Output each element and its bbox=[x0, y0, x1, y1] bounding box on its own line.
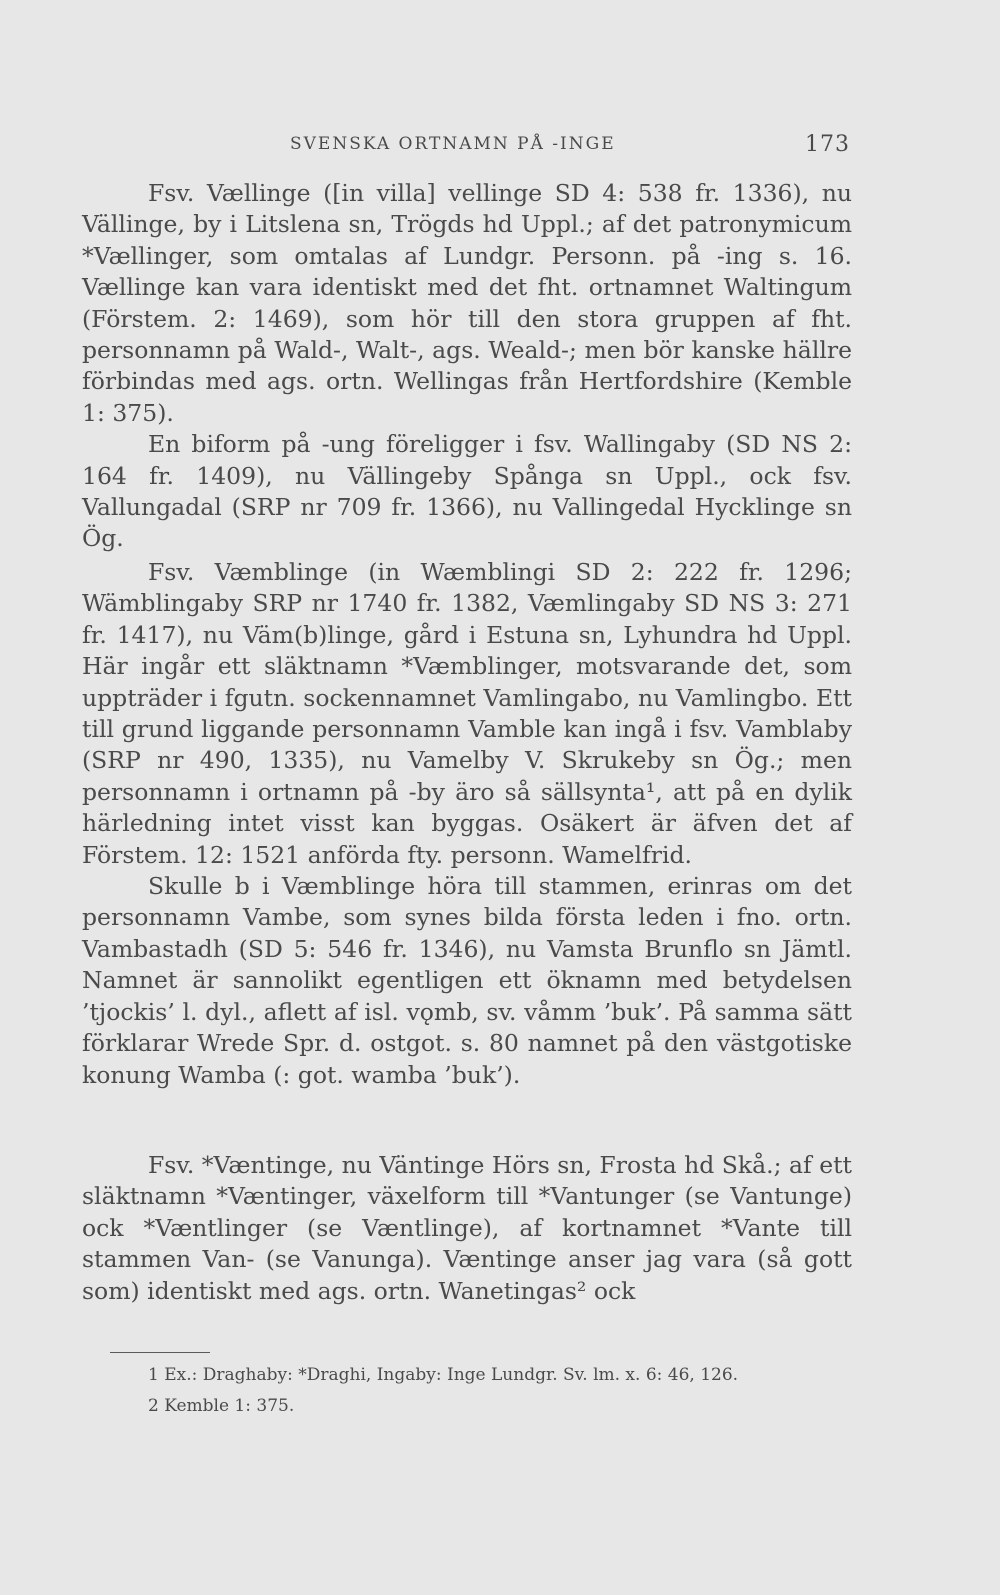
footnote-2: 2 Kemble 1: 375. bbox=[148, 1396, 295, 1416]
paragraph: Fsv. Vællinge ([in villa] vellinge SD 4: 538 fr. 1336), nu Vällinge, by i Litslena sn, Trögds hd Uppl.; af det patronymicum *Vællinger, som omtalas af Lundgr. Personn. på -ing s. 16. Vællinge kan vara identiskt med det fht. ortnamnet Waltingum (Förstem. 2: 1469), som hör till den stora gruppen af fht. personnamn på Wald-, Walt-, ags. Weald-; men bör kanske hällre förbindas med ags. ortn. Wellingas från Hertfordshire (Kemble 1: 375). bbox=[82, 179, 852, 427]
entry-vamblinge bbox=[82, 557, 852, 1091]
paragraph: Fsv. *Væntinge, nu Väntinge Hörs sn, Frosta hd Skå.; af ett släktnamn *Væntinger, växelform till *Vantunger (se Vantunge) ock *Væntlinger (se Væntlinge), af kortnamnet *Vante till stammen Van- (se Vanunga). Væntinge anser jag vara (så gott som) identiskt med ags. ortn. Wanetingas² ock bbox=[82, 1151, 852, 1305]
entry-vantinge bbox=[82, 1150, 852, 1307]
footnotes bbox=[148, 1360, 848, 1422]
entry-vallinge bbox=[82, 178, 852, 555]
header-title: SVENSKA ORTNAMN PÅ -INGE bbox=[290, 134, 616, 154]
page-number: 173 bbox=[805, 132, 850, 157]
footnote-divider bbox=[110, 1352, 210, 1353]
paragraph: Fsv. Væmblinge (in Wæmblingi SD 2: 222 fr. 1296; Wämblingaby SRP nr 1740 fr. 1382, Væmlingaby SD NS 3: 271 fr. 1417), nu Väm(b)linge, gård i Estuna sn, Lyhundra hd Uppl. Här ingår ett släktnamn *Væmblinger, motsvarande det, som uppträder i fgutn. sockennamnet Vamlingabo, nu Vamlingbo. Ett till grund liggande personnamn Vamble kan ingå i fsv. Vamblaby (SRP nr 490, 1335), nu Vamelby V. Skrukeby sn Ög.; men personnamn i ortnamn på -by äro så sällsynta¹, att på en dylik härledning intet visst kan byggas. Osäkert är äfven det af Förstem. 12: 1521 anförda fty. personn. Wamelfrid. bbox=[82, 558, 852, 869]
paragraph: En biform på -ung föreligger i fsv. Wallingaby (SD NS 2: 164 fr. 1409), nu Vällingeby Spånga sn Uppl., ock fsv. Vallungadal (SRP nr 709 fr. 1366), nu Vallingedal Hycklinge sn Ög. bbox=[82, 430, 852, 553]
paragraph: Skulle b i Væmblinge höra till stammen, erinras om det personnamn Vambe, som synes bilda första leden i fno. ortn. Vambastadh (SD 5: 546 fr. 1346), nu Vamsta Brunflo sn Jämtl. Namnet är sannolikt egentligen ett öknamn med betydelsen ’tjockis’ l. dyl., aflett af isl. vǫmb, sv. våmm ’buk’. På samma sätt förklarar Wrede Spr. d. ostgot. s. 80 namnet på den västgotiske konung Wamba (: got. wamba ’buk’). bbox=[82, 872, 852, 1089]
footnote-1: 1 Ex.: Draghaby: *Draghi, Ingaby: Inge Lundgr. Sv. lm. x. 6: 46, 126. bbox=[148, 1365, 739, 1385]
